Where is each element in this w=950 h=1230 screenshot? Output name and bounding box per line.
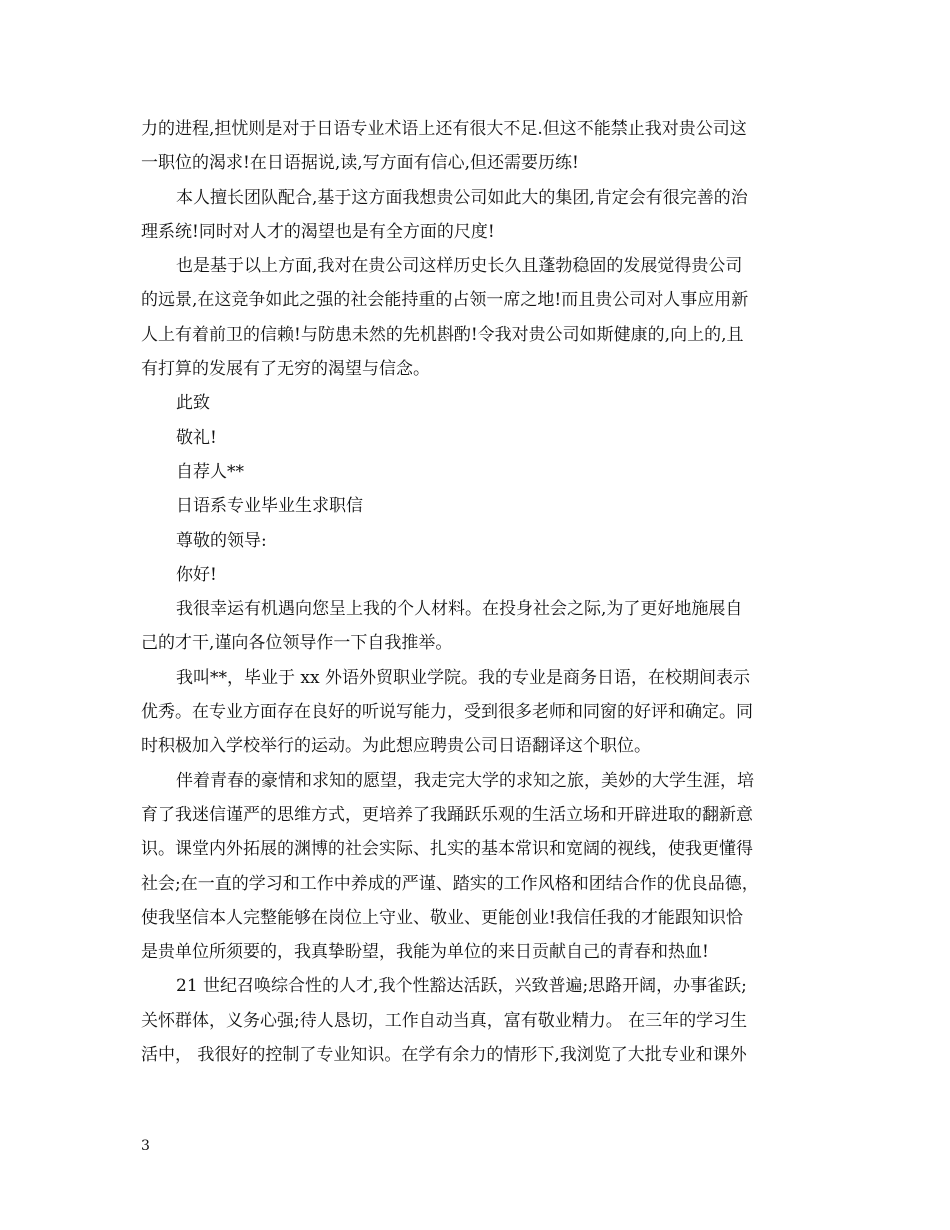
closing-salutation: 此致 <box>176 393 210 414</box>
text-line: 活中， 我很好的控制了专业知识。在学有余力的情形下,我浏览了大批专业和课外 <box>141 1045 747 1066</box>
text-line: 一职位的渴求!在日语据说,读,写方面有信心,但还需要历练! <box>141 153 579 174</box>
letter-greeting: 你好! <box>176 564 217 585</box>
document-body <box>141 112 813 1072</box>
text-line: 的远景,在这竞争如此之强的社会能持重的占领一席之地!而且贵公司对人事应用新 <box>141 290 749 311</box>
closing-regards: 敬礼! <box>176 427 217 448</box>
text-line: 己的才干,谨向各位领导作一下自我推举。 <box>141 633 453 654</box>
text-line: 使我坚信本人完整能够在岗位上守业、敬业、更能创业!我信任我的才能跟知识恰 <box>141 907 743 928</box>
text-line: 育了我迷信谨严的思维方式，更培养了我踊跃乐观的生活立场和开辟进取的翻新意 <box>141 804 753 825</box>
text-line: 识。课堂内外拓展的渊博的社会实际、扎实的基本常识和宽阔的视线，使我更懂得 <box>141 839 753 860</box>
text-line: 人上有着前卫的信赖!与防患未然的先机斟酌!令我对贵公司如斯健康的,向上的,且 <box>141 324 744 345</box>
text-line: 优秀。在专业方面存在良好的听说写能力，受到很多老师和同窗的好评和确定。同 <box>141 702 753 723</box>
letter-salutation: 尊敬的领导: <box>176 530 267 551</box>
signature-line: 自荐人** <box>176 461 244 482</box>
text-line: 社会;在一直的学习和工作中养成的严谨、踏实的工作风格和团结合作的优良品德， <box>141 873 759 894</box>
text-line: 有打算的发展有了无穷的渴望与信念。 <box>141 359 430 380</box>
text-line: 力的进程,担忧则是对于日语专业术语上还有很大不足.但这不能禁止我对贵公司这 <box>141 119 747 139</box>
text-line: 本人擅长团队配合,基于这方面我想贵公司如此大的集团,肯定会有很完善的治 <box>176 187 748 208</box>
text-line: 关怀群体，义务心强;待人恳切，工作自动当真，富有敬业精力。 在三年的学习生 <box>141 1010 748 1031</box>
text-line: 21 世纪召唤综合性的人才,我个性豁达活跃，兴致普遍;思路开阔，办事雀跃; <box>176 976 747 997</box>
text-line: 是贵单位所须要的，我真挚盼望，我能为单位的来日贡献自己的青春和热血! <box>141 942 709 963</box>
section-title: 日语系专业毕业生求职信 <box>176 496 363 517</box>
text-line: 时积极加入学校举行的运动。为此想应聘贵公司日语翻译这个职位。 <box>141 736 651 757</box>
text-line: 伴着青春的豪情和求知的愿望，我走完大学的求知之旅，美妙的大学生涯，培 <box>176 770 754 791</box>
text-line: 我很幸运有机遇向您呈上我的个人材料。在投身社会之际,为了更好地施展自 <box>176 599 743 620</box>
text-line: 理系统!同时对人才的渴望也是有全方面的尺度! <box>141 221 495 242</box>
text-line: 我叫**，毕业于 xx 外语外贸职业学院。我的专业是商务日语，在校期间表示 <box>176 667 750 688</box>
page-number: 3 <box>141 1138 150 1154</box>
text-line: 也是基于以上方面,我对在贵公司这样历史长久且蓬勃稳固的发展觉得贵公司 <box>176 256 743 277</box>
